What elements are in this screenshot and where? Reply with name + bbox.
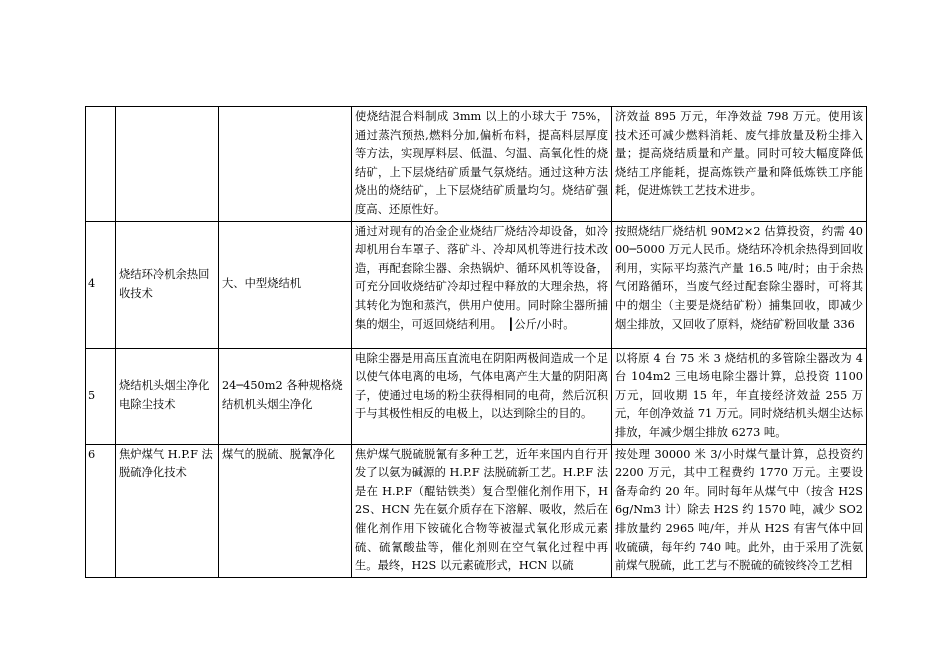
technology-name-cell: 烧结机头烟尘净化电除尘技术 <box>116 348 219 444</box>
application-scope-cell: 大、中型烧结机 <box>219 221 352 348</box>
row-number-cell: 5 <box>86 348 116 444</box>
table-row <box>86 107 867 222</box>
technology-description-cell: 通过对现有的冶金企业烧结厂烧结冷却设备，如冷却机用台车罩子、落矿斗、冷却风机等进行技术改造，再配套除尘器、余热锅炉、循环风机等设备，可充分回收烧结矿冷却过程中释放的大理余热，将其转化为饱和蒸汽，供用户使用。同时除尘器所捕集的烟尘，可返回烧结利用。 ┃公斤/小时。 <box>352 221 612 348</box>
technology-description-cell: 焦炉煤气脱硫脱氰有多种工艺，近年来国内自行开发了以氨为碱源的 H.P.F 法脱硫新工艺。H.P.F 法是在 H.P.F（醌钴铁类）复合型催化剂作用下，H2S、HCN 先在氨介质存在下溶解、吸收，然后在催化剂作用下铵硫化合物等被湿式氧化形成元素硫、硫氰酸盐等，催化剂则在空气氧化过程中再生。最终，H2S 以元素硫形式，HCN 以硫 <box>352 444 612 577</box>
investment-benefit-cell: 按处理 30000 米 3/小时煤气量计算，总投资约 2200 万元，其中工程费约 1770 万元。主要设备寿命约 20 年。同时每年从煤气中（按含 H2S6g/Nm3 计）除去 H2S 约 1570 吨，减少 SO2 排放量约 2965 吨/年，并从 H2S 有害气体中回收硫磺，每年约 740 吨。此外，由于采用了洗氨前煤气脱硫，此工艺与不脱硫的硫铵终冷工艺相 <box>612 444 867 577</box>
technology-table <box>85 106 867 578</box>
investment-benefit-cell: 以将原 4 台 75 米 3 烧结机的多管除尘器改为 4 台 104m2 三电场电除尘器计算，总投资 1100 万元，回收期 15 年，年直接经济效益 255 万元，年创净效益 71 万元。同时烧结机头烟尘达标排放，年减少烟尘排放 6273 吨。 <box>612 348 867 444</box>
application-scope-cell <box>219 107 352 222</box>
row-number-cell: 6 <box>86 444 116 577</box>
application-scope-cell: 24─450m2 各种规格烧结机机头烟尘净化 <box>219 348 352 444</box>
investment-benefit-cell: 济效益 895 万元，年净效益 798 万元。使用该技术还可减少燃料消耗、废气排放量及粉尘排入量；提高烧结质量和产量。同时可较大幅度降低烧结工序能耗，提高炼铁产量和降低炼铁工序能耗，促进炼铁工艺技术进步。 <box>612 107 867 222</box>
row-number-cell <box>86 107 116 222</box>
table-row <box>86 444 867 577</box>
application-scope-cell: 煤气的脱硫、脱氰净化 <box>219 444 352 577</box>
table-row <box>86 221 867 348</box>
technology-name-cell <box>116 107 219 222</box>
technology-name-cell: 焦炉煤气 H.P.F 法脱硫净化技术 <box>116 444 219 577</box>
investment-benefit-cell: 按照烧结厂烧结机 90M2×2 估算投资，约需 4000─5000 万元人民币。烧结环冷机余热得到回收利用，实际平均蒸汽产量 16.5 吨/时；由于余热气闭路循环，当废气经过配套除尘器时，可将其中的烟尘（主要是烧结矿粉）捕集回收，即减少烟尘排放，又回收了原料，烧结矿粉回收量 336 <box>612 221 867 348</box>
technology-name-cell: 烧结环冷机余热回收技术 <box>116 221 219 348</box>
row-number-cell: 4 <box>86 221 116 348</box>
technology-description-cell: 电除尘器是用高压直流电在阴阳两极间造成一个足以使气体电离的电场，气体电离产生大量的阴阳离子，使通过电场的粉尘获得相同的电荷，然后沉积于与其极性相反的电极上，以达到除尘的目的。 <box>352 348 612 444</box>
table-row <box>86 348 867 444</box>
technology-description-cell: 使烧结混合料制成 3mm 以上的小球大于 75%，通过蒸汽预热,燃料分加,偏析布料，提高料层厚度等方法，实现厚料层、低温、匀温、高氧化性的烧结矿，上下层烧结矿质量气氛烧结。通过这种方法烧出的烧结矿，上下层烧结矿质量均匀。烧结矿强度高、还原性好。 <box>352 107 612 222</box>
